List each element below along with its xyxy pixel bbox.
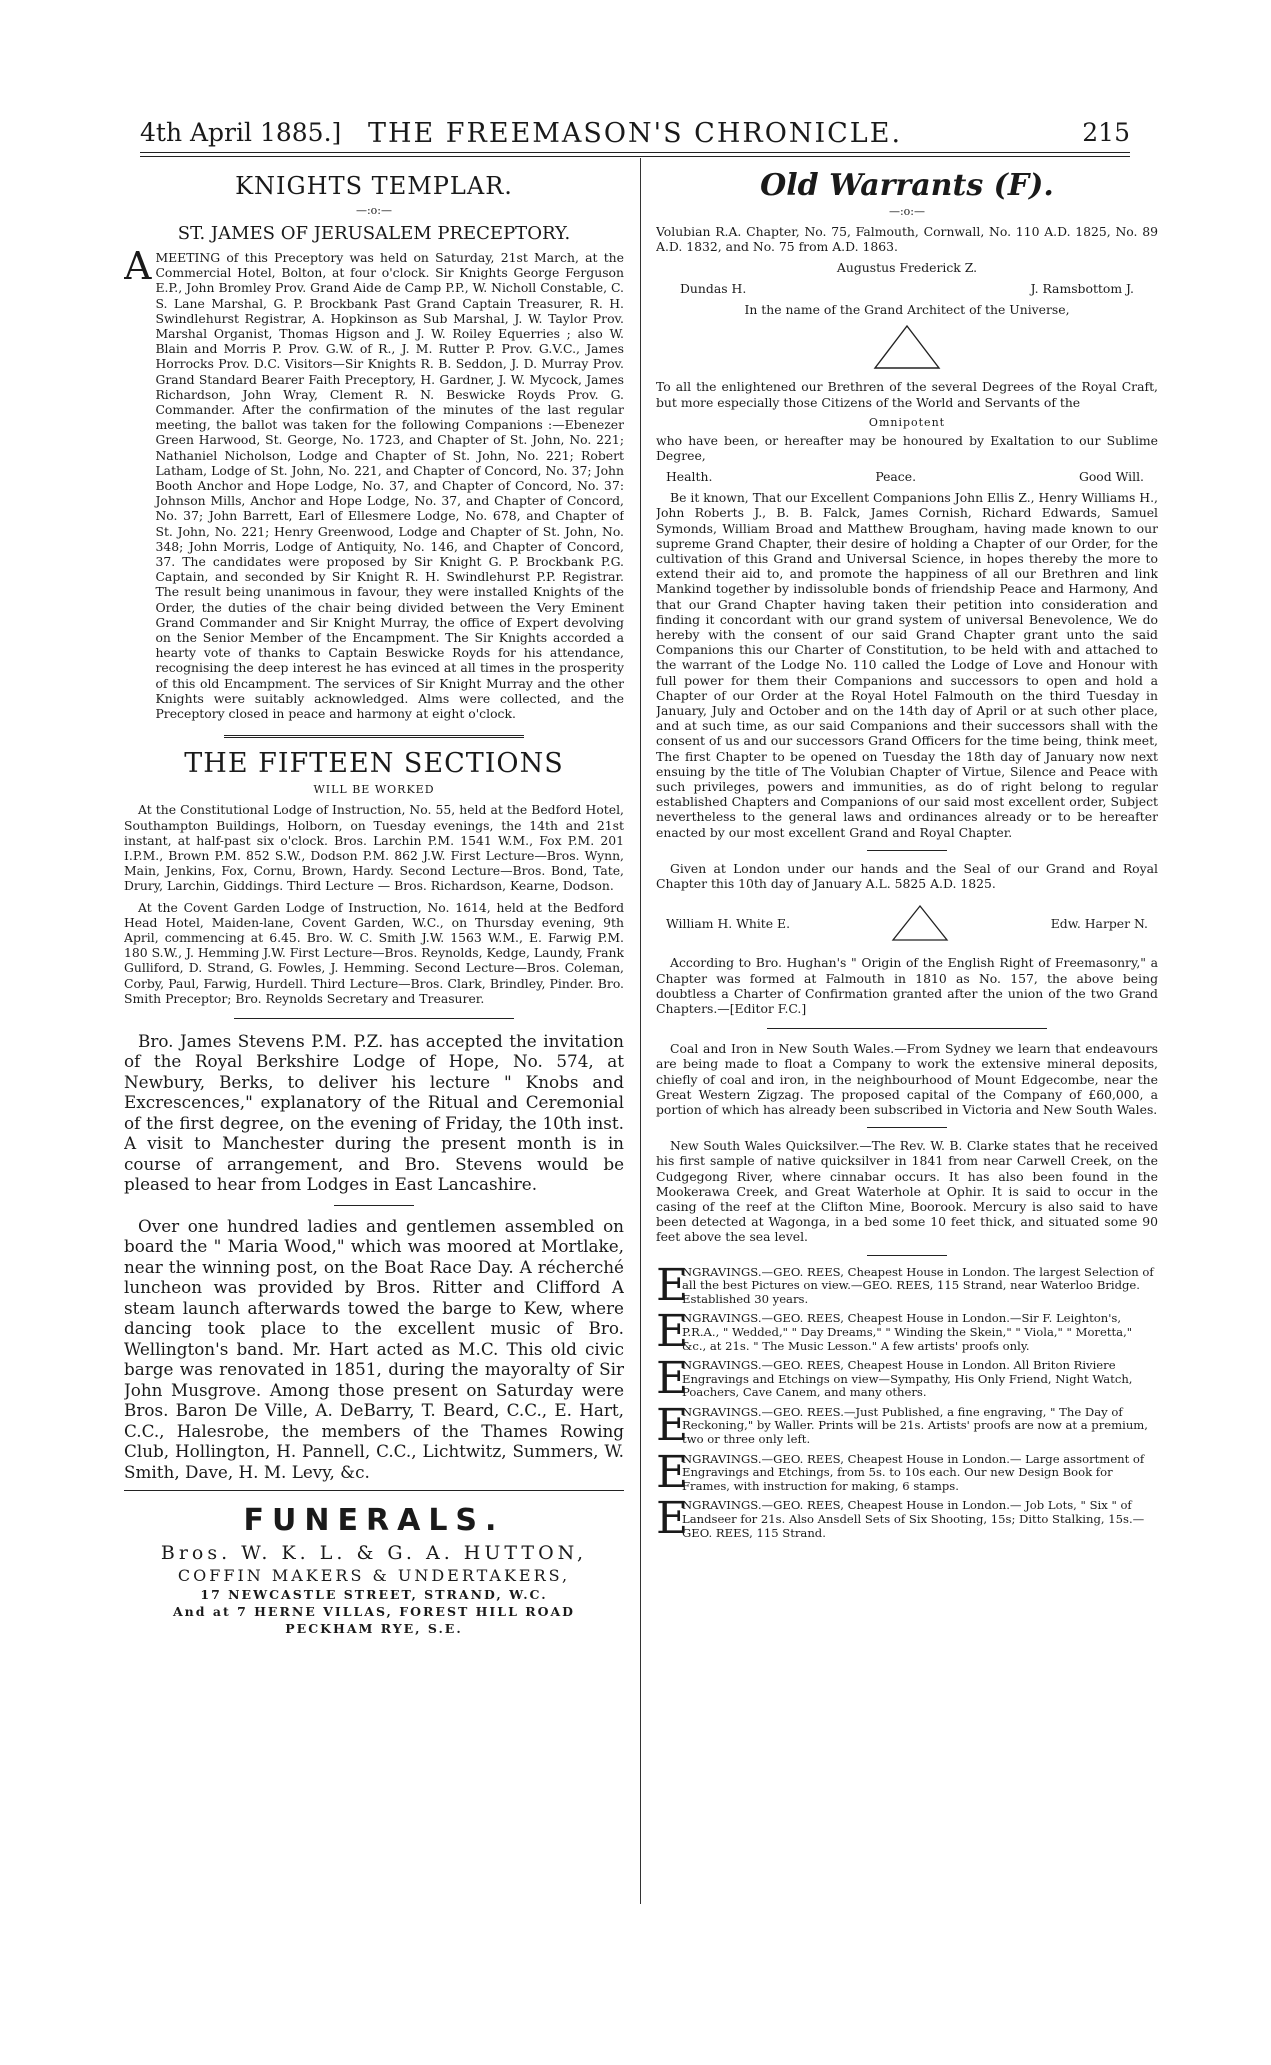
warrant-intro: Volubian R.A. Chapter, No. 75, Falmouth, Cornwall, No. 110 A.D. 1825, No. 89 A.D. 1832, and No. 75 from A.D. 1863. (656, 224, 1158, 255)
triangle-icon (872, 323, 942, 371)
greeting-health: Health. (666, 469, 713, 485)
drop-cap: A (124, 244, 152, 288)
divider (234, 1018, 514, 1019)
warrant-ramsbottom: J. Ramsbottom J. (1030, 281, 1134, 297)
short-divider (867, 1127, 947, 1128)
header-page-number: 215 (1082, 118, 1130, 147)
funerals-trade: COFFIN MAKERS & UNDERTAKERS, (177, 1566, 571, 1586)
warrant-augustus: Augustus Frederick Z. (836, 260, 978, 276)
ad-item (656, 1399, 1158, 1451)
ad-item (656, 1446, 1158, 1498)
short-divider (867, 850, 947, 851)
column-divider (640, 158, 641, 1904)
ad-cap: E (656, 1446, 689, 1498)
preceptory-body: MEETING of this Preceptory was held on Saturday, 21st March, at the Commercial Hotel, Bolton, at four o'clock. Sir Knights George Ferguson E.P., John Bromley Prov. Grand Aide de Camp P.P., W. Nicholl Constable, C. S. Lane Marshal, G. P. Brockbank Past Grand Captain Treasurer, R. H. Swindlehurst Registrar, A. Hopkinson as Sub Marshal, J. W. Taylor Prov. Marshal Organist, Thomas Higson and J. W. Roiley Equerries ; also W. Blain and Morris P. Prov. G.W. of R., J. M. Rutter P. Prov. G.V.C., James Horrocks Prov. D.C. Visitors—Sir Knights R. B. Seddon, J. D. Murray Prov. Grand Standard Bearer Faith Preceptory, H. Gardner, J. W. Mycock, James Richardson, John Wray, Clement R. N. Beswicke Royds Prov. G. Commander. After the confirmation of the minutes of the last regular meeting, the ballot was taken for the following Companions :—Ebenezer Green Harwood, St. George, No. 1723, and Chapter of St. John, No. 221; Nathaniel Nicholson, Lodge and Chapter of St. John, No. 221; Robert Latham, Lodge of St. John, No. 221, and Chapter of Concord, No. 37; John Booth Anchor and Hope Lodge, No. 37, and Chapter of Concord, No. 37: Johnson Mills, Anchor and Hope Lodge, No. 37, and Chapter of Concord, No. 37; John Barrett, Earl of Ellesmere Lodge, No. 678, and Chapter of St. John, No. 221; Henry Greenwood, Lodge and Chapter of St. John, No. 348; John Morris, Lodge of Antiquity, No. 146, and Chapter of Concord, 37. The candidates were proposed by Sir Knight G. P. Brockbank P.G. Captain, and seconded by Sir Knight R. H. Swindlehurst P.P. Registrar. The result being unanimous in favour, they were installed Knights of the Order, the duties of the chair being divided between the Very Eminent Grand Commander and Sir Knight Murray, the office of Expert devolving on the Senior Member of the Encampment. The Sir Knights accorded a hearty vote of thanks to Captain Beswicke Royds for his attendance, recognising the deep interest he has evinced at all times in the prosperity of this old Encampment. The services of Sir Knight Murray and the other Knights were suitably acknowledged. Alms were collected, and the Preceptory closed in peace and harmony at eight o'clock. (155, 250, 624, 722)
ad-item (656, 1259, 1158, 1311)
ad-text: NGRAVINGS.—GEO. REES, Cheapest House in London. All Briton Riviere Engravings and Etchings on view—Sympathy, His Only Friend, Night Watch, Poachers, Cave Canem, and many others. (682, 1358, 1133, 1400)
header-rule (140, 152, 1130, 153)
ad-text: NGRAVINGS.—GEO. REES, Cheapest House in London.— Job Lots, " Six " of Landseer for 21s. Also Ansdell Sets of Six Shooting, 15s; Ditto Stalking, 15s.—GEO. REES, 115 Strand. (682, 1498, 1145, 1540)
funerals-firm: Bros. W. K. L. & G. A. HUTTON, (160, 1542, 588, 1565)
greeting-peace: Peace. (875, 469, 917, 485)
constitutional-lodge-paragraph: At the Constitutional Lodge of Instruction, No. 55, held at the Bedford Hotel, Southampton Buildings, Holborn, on Tuesday evenings, the 14th and 21st instant, at half-past six o'clock. Bros. Larchin P.M. 1541 W.M., Fox P.M. 201 I.P.M., Brown P.M. 852 S.W., Dodson P.M. 862 J.W. First Lecture—Bros. Wynn, Main, Jenkins, Fox, Cornu, Brown, Hardy. Second Lecture—Bros. Bond, Tate, Drury, Larchin, Giddings. Third Lecture — Bros. Richardson, Kearne, Dodson. (124, 802, 624, 894)
funerals-rule (124, 1490, 624, 1491)
greeting-goodwill: Good Will. (1078, 469, 1144, 485)
fifteen-sections-subtitle: WILL BE WORKED (313, 783, 435, 797)
old-warrants-title: Old Warrants (F). (760, 168, 1054, 203)
funerals-address-2: And at 7 HERNE VILLAS, FOREST HILL ROAD (172, 1604, 576, 1620)
covent-garden-lodge-paragraph: At the Covent Garden Lodge of Instruction, No. 1614, held at the Bedford Head Hotel, Maiden-lane, Covent Garden, W.C., on Thursday evening, 9th April, commencing at 6.45. Bro. W. C. Smith J.W. 1563 W.M., E. Farwig P.M. 180 S.W., J. Hemming J.W. First Lecture—Bros. Reynolds, Kedge, Laundy, Frank Gulliford, D. Strand, G. Fowles, J. Hemming. Second Lecture—Bros. Coleman, Corby, Paul, Farwig, Hurdell. Third Lecture—Bros. Clark, Brindley, Pinder. Bro. Smith Preceptor; Bro. Reynolds Secretary and Treasurer. (124, 899, 624, 1006)
triangle-symbol (656, 323, 1158, 371)
ad-cap: E (656, 1353, 689, 1405)
warrant-omnipotent: Omnipotent (868, 415, 946, 429)
coal-iron-article: Coal and Iron in New South Wales.—From Sydney we learn that endeavours are being made to float a Company to work the extensive mineral deposits, chiefly of coal and iron, in the neighbourhood of Mount Edgecombe, near the Great Western Zigzag. The proposed capital of the Company of £60,000, a portion of which has already been subscribed in Victoria and New South Wales. (656, 1041, 1158, 1117)
right-column (656, 164, 1158, 1546)
header-rule-2 (140, 156, 1130, 157)
ad-cap: E (656, 1493, 689, 1545)
funerals-address-1: 17 NEWCASTLE STREET, STRAND, W.C. (200, 1587, 548, 1603)
ad-text: NGRAVINGS.—GEO. REES, Cheapest House in London.—Sir F. Leighton's, P.R.A., " Wedded," " Day Dreams," " Winding the Skein," " Viola," " Moretta," &c., at 21s. " The Music Lesson." A few artists' proofs only. (682, 1311, 1133, 1353)
warrant-given: Given at London under our hands and the Seal of our Grand and Royal Chapter this 10th day of January A.L. 5825 A.D. 1825. (656, 860, 1158, 892)
funerals-heading: FUNERALS. (243, 1503, 505, 1539)
quicksilver-article: New South Wales Quicksilver.—The Rev. W. B. Clarke states that he received his first sample of native quicksilver in 1841 from near Carwell Creek, on the Cudgegong River, where cinnabar occurs. It has also been found in the Mookerawa Creek, and Great Waterhole at Ophir. It is said to occur in the casing of the reef at the Clifton Mine, Boorook. Mercury is also said to have been detected at Wagonga, in a bed some 10 feet thick, and situated some 90 feet above the sea level. (656, 1138, 1158, 1245)
ad-cap: E (656, 1306, 689, 1358)
warrant-dundas: Dundas H. (680, 281, 747, 297)
ad-cap: E (656, 1259, 689, 1311)
ad-item (656, 1493, 1158, 1545)
divider (767, 1028, 1047, 1029)
warrant-greetings (656, 469, 1158, 484)
left-column (124, 164, 624, 1638)
signature-white: William H. White E. (666, 915, 791, 931)
triangle-icon (890, 903, 950, 943)
editor-note: According to Bro. Hughan's " Origin of the English Right of Freemasonry," a Chapter was formed at Falmouth in 1810 as No. 157, the above being doubtless a Charter of Confirmation granted after the union of the two Grand Chapters.—[Editor F.C.] (656, 955, 1158, 1016)
page-header (140, 112, 1130, 152)
short-divider (867, 1255, 947, 1256)
ad-text: NGRAVINGS.—GEO. REES, Cheapest House in London. The largest Selection of all the best Pictures on view.—GEO. REES, 115 Strand, near Waterloo Bridge. Established 30 years. (682, 1264, 1154, 1306)
section-divider (224, 735, 524, 738)
header-date: 4th April 1885.] (140, 118, 342, 147)
warrant-grand-architect: In the name of the Grand Architect of the Universe, (744, 302, 1070, 318)
fifteen-sections-title: THE FIFTEEN SECTIONS (184, 748, 564, 780)
warrant-officers (656, 281, 1158, 296)
warrant-who-have: who have been, or hereafter may be honoured by Exaltation to our Sublime Degree, (656, 432, 1158, 464)
stevens-lecture-note: Bro. James Stevens P.M. P.Z. has accepted the invitation of the Royal Berkshire Lodge of Hope, No. 574, at Newbury, Berks, to deliver his lecture " Knobs and Excrescences," explanatory of the Ritual and Ceremonial of the first degree, on the evening of Friday, the 10th inst. A visit to Manchester during the present month is in course of arrangement, and Bro. Stevens would be pleased to hear from Lodges in East Lancashire. (124, 1030, 624, 1195)
ad-item (656, 1353, 1158, 1405)
funerals-address-3: PECKHAM RYE, S.E. (285, 1621, 463, 1637)
ad-item (656, 1306, 1158, 1358)
knights-templar-title: KNIGHTS TEMPLAR. (235, 172, 513, 200)
section-separator: —:o:— (355, 204, 393, 217)
ad-text: NGRAVINGS.—GEO. REES, Cheapest House in London.— Large assortment of Engravings and Etchings, from 5s. to 10s each. Our new Design Book for Frames, with instruction for making, 6 stamps. (682, 1451, 1145, 1493)
header-title: THE FREEMASON'S CHRONICLE. (367, 118, 903, 149)
preceptory-subtitle: ST. JAMES OF JERUSALEM PRECEPTORY. (177, 223, 571, 244)
signature-harper: Edw. Harper N. (1050, 915, 1148, 931)
short-divider (334, 1205, 414, 1206)
preceptory-report (124, 244, 624, 722)
warrant-address: To all the enlightened our Brethren of the several Degrees of the Royal Craft, but more especially those Citizens of the World and Servants of the (656, 379, 1158, 410)
boat-race-note: Over one hundred ladies and gentlemen assembled on board the " Maria Wood," which was moored at Mortlake, near the winning post, on the Boat Race Day. A récherché luncheon was provided by Bros. Ritter and Clifford A steam launch afterwards towed the barge to Kew, where dancing took place to the excellent music of Bro. Wellington's band. Mr. Hart acted as M.C. This old civic barge was renovated in 1851, during the mayoralty of Sir John Musgrove. Among those present on Saturday were Bros. Baron De Ville, A. DeBarry, T. Beard, C.C., E. Hart, C.C., Halesrobe, the members of the Thames Rowing Club, Hollington, H. Pannell, C.C., Lichtwitz, Summers, W. Smith, Dave, H. M. Levy, &c. (124, 1215, 624, 1482)
warrant-body: Be it known, That our Excellent Companions John Ellis Z., Henry Williams H., John Roberts J., B. B. Falck, James Cornish, Richard Edwards, Samuel Symonds, William Broad and Matthew Brougham, having made known to our supreme Grand Chapter, their desire of holding a Chapter of our Order, for the cultivation of this Grand and Universal Science, in hopes thereby the more to extend their aid to, and promote the happiness of all our Brethren and link Mankind together by indissoluble bonds of friendship Peace and Harmony, And that our Grand Chapter having taken their petition into consideration and finding it concordant with our grand system of universal Benevolence, We do hereby with the consent of our said Grand Chapter grant unto the said Companions this our Charter of Constitution, to be held with and attached to the warrant of the Lodge No. 110 called the Lodge of Love and Honour with full power for them their Companions and successors to open and hold a Chapter of our Order at the Royal Hotel Falmouth on the third Tuesday in January, July and October and on the 14th day of April or at such other place, and at such time, as our said Companions and their successors shall with the consent of us and our successors Grand Officers for the time being, think meet, The first Chapter to be opened on Tuesday the 18th day of January now next ensuing by the title of The Volubian Chapter of Virtue, Silence and Peace with such privileges, powers and immunities, as do of right belong to regular established Chapters and Companions of our said most excellent order, Subject nevertheless to the general laws and ordinances already or to be hereafter enacted by our most excellent Grand and Royal Chapter. (656, 490, 1158, 840)
warrant-signatures (656, 903, 1158, 943)
ad-cap: E (656, 1399, 689, 1451)
engravings-ads (656, 1259, 1158, 1545)
ad-text: NGRAVINGS.—GEO. REES.—Just Published, a fine engraving, " The Day of Reckoning," by Waller. Prints will be 21s. Artists' proofs are now at a premium, two or three only left. (682, 1404, 1148, 1447)
old-warrants-separator: —:o:— (888, 205, 926, 218)
